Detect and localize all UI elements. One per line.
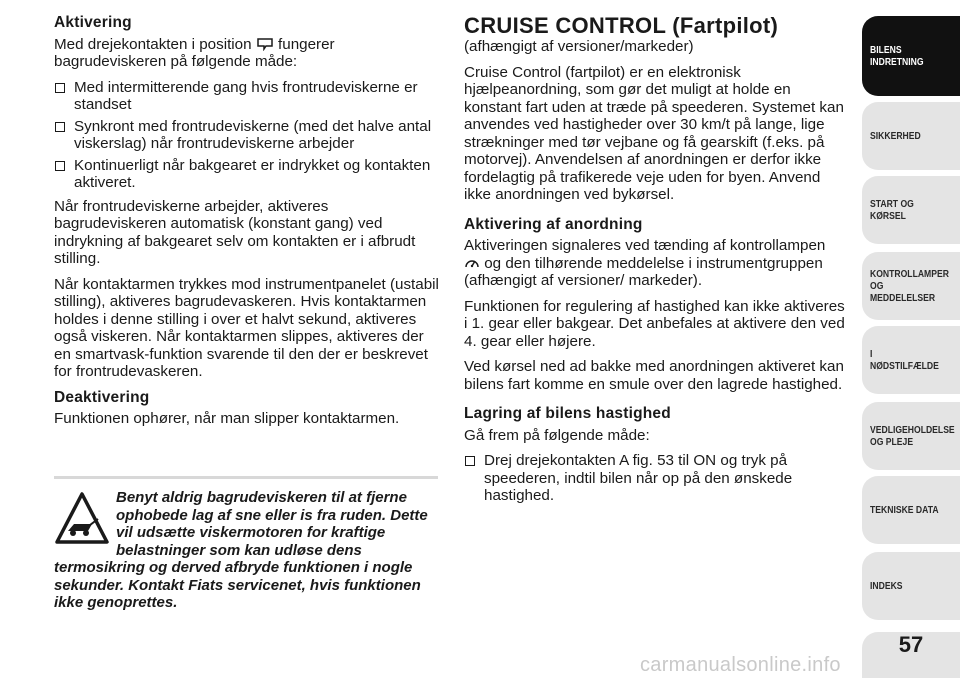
tab-i-nodstilfaelde[interactable]: I NØDSTILFÆLDE [862,326,960,394]
section-heading-aktivering: Aktivering [54,14,132,31]
paragraph-cruise-intro: Cruise Control (fartpilot) er en elektronisk hjælpeanordning, som gør det muligt at holde en konstant fart uden at træde på speederen. Systemet kan anvendes ved hastigheder over 30 km/t på lange, lige strækninger med tør vejbane og få gearskift (f.eks. på motorvej). Anvendelsen af anordningen er derfor ikke fordelagtig på trafikerede veje uden for byen. Anvend ikke anordningen ved bykørsel. [464,63,844,203]
list-item: Synkront med frontrudeviskerne (med det halve antal viskerslag) når frontrudeviskerne arbejder [54,118,440,153]
tab-indeks[interactable]: INDEKS [862,552,960,620]
checkbox-bullet-icon [55,83,65,93]
section-title-cruise-control: CRUISE CONTROL (Fartpilot) [464,13,779,38]
procedure-list [464,452,846,505]
tab-start-og-korsel[interactable]: START OG KØRSEL [862,176,960,244]
page-number: 57 [862,632,960,678]
tab-vedligeholdelse[interactable]: VEDLIGEHOLDELSE OG PLEJE [862,402,960,470]
warning-text: Benyt aldrig bagrudeviskeren til at fjerne ophobede lag af sne eller is fra ruden. Dette vil udsætte viskermotoren for kraftige belastninger som kan udløse dens termosikring og derved afbryde funktionen i nogle sekunder. Kontakt Fiats servicenet, hvis funktionen ikke genoprettes. [54,489,428,611]
wiper-position-icon [256,37,274,51]
section-heading-aktivering-af-anordning: Aktivering af anordning [464,215,643,233]
rear-wiper-modes-list [54,79,440,192]
paragraph-reverse-gear: Når frontrudeviskerne arbejder, aktiveres bagrudeviskeren automatisk (konstant gang) ved indrykning af bakgearet selv om kontakten er i afbrudt stilling. [54,197,416,267]
section-heading-deaktivering: Deaktivering [54,388,150,406]
checkbox-bullet-icon [465,456,475,466]
right-column [464,14,846,511]
chapter-sidebar [862,0,960,678]
paragraph-gear-requirement: Funktionen for regulering af hastighed kan ikke aktiveres i 1. gear eller bakgear. Det anbefales at aktivere den ved 4. gear eller højere. [464,297,845,350]
speedometer-lamp-icon [464,256,480,270]
checkbox-bullet-icon [55,161,65,171]
paragraph-text: Med drejekontakten i position [54,35,252,53]
checkbox-bullet-icon [55,122,65,132]
watermark: carmanualsonline.info [640,654,841,676]
paragraph-deactivation: Funktionen ophører, når man slipper kontaktarmen. [54,410,400,427]
paragraph-text: fungerer bagrudeviskeren på følgende måde: [54,35,335,70]
list-item: Kontinuerligt når bakgearet er indrykket og kontakten aktiveret. [54,157,440,192]
paragraph-washer: Når kontaktarmen trykkes mod instrumentpanelet (ustabil stilling), aktiveres bagrudevaskeren. Hvis kontaktarmen holdes i denne stilling i over et halvt sekund, aktiveres også viskeren. Når kontaktarmen slippes, aktiveres der en smartvask-funktion svarende til den der er beskrevet for frontrudevaskeren. [54,275,439,380]
paragraph-procedure: Gå frem på følgende måde: [464,426,650,444]
tab-sikkerhed[interactable]: SIKKERHED [862,102,960,170]
list-item: Drej drejekontakten A fig. 53 til ON og tryk på speederen, indtil bilen når op på den ønskede hastighed. [464,452,846,505]
warning-triangle-icon [54,491,110,547]
warning-box [54,476,438,612]
paragraph-rear-wiper-intro [54,36,440,71]
tab-tekniske-data[interactable]: TEKNISKE DATA [862,476,960,544]
list-item: Med intermitterende gang hvis frontrudeviskerne er standset [54,79,440,114]
tab-bilens-indretning[interactable]: BILENS INDRETNING [862,16,960,96]
tab-kontrollamper[interactable]: KONTROLLAMPER OG MEDDELELSER [862,252,960,320]
section-subtitle: (afhængigt af versioner/markeder) [464,38,694,55]
paragraph-downhill: Ved kørsel ned ad bakke med anordningen aktiveret kan bilens fart komme en smule over den lagrede hastighed. [464,358,844,393]
section-heading-lagring: Lagring af bilens hastighed [464,405,671,422]
left-column [54,14,440,436]
paragraph-activation-signal: Aktiveringen signaleres ved tænding af kontrollampen og den tilhørende meddelelse i instrumentgruppen (afhængigt af versioner/ markeder). [464,237,826,289]
